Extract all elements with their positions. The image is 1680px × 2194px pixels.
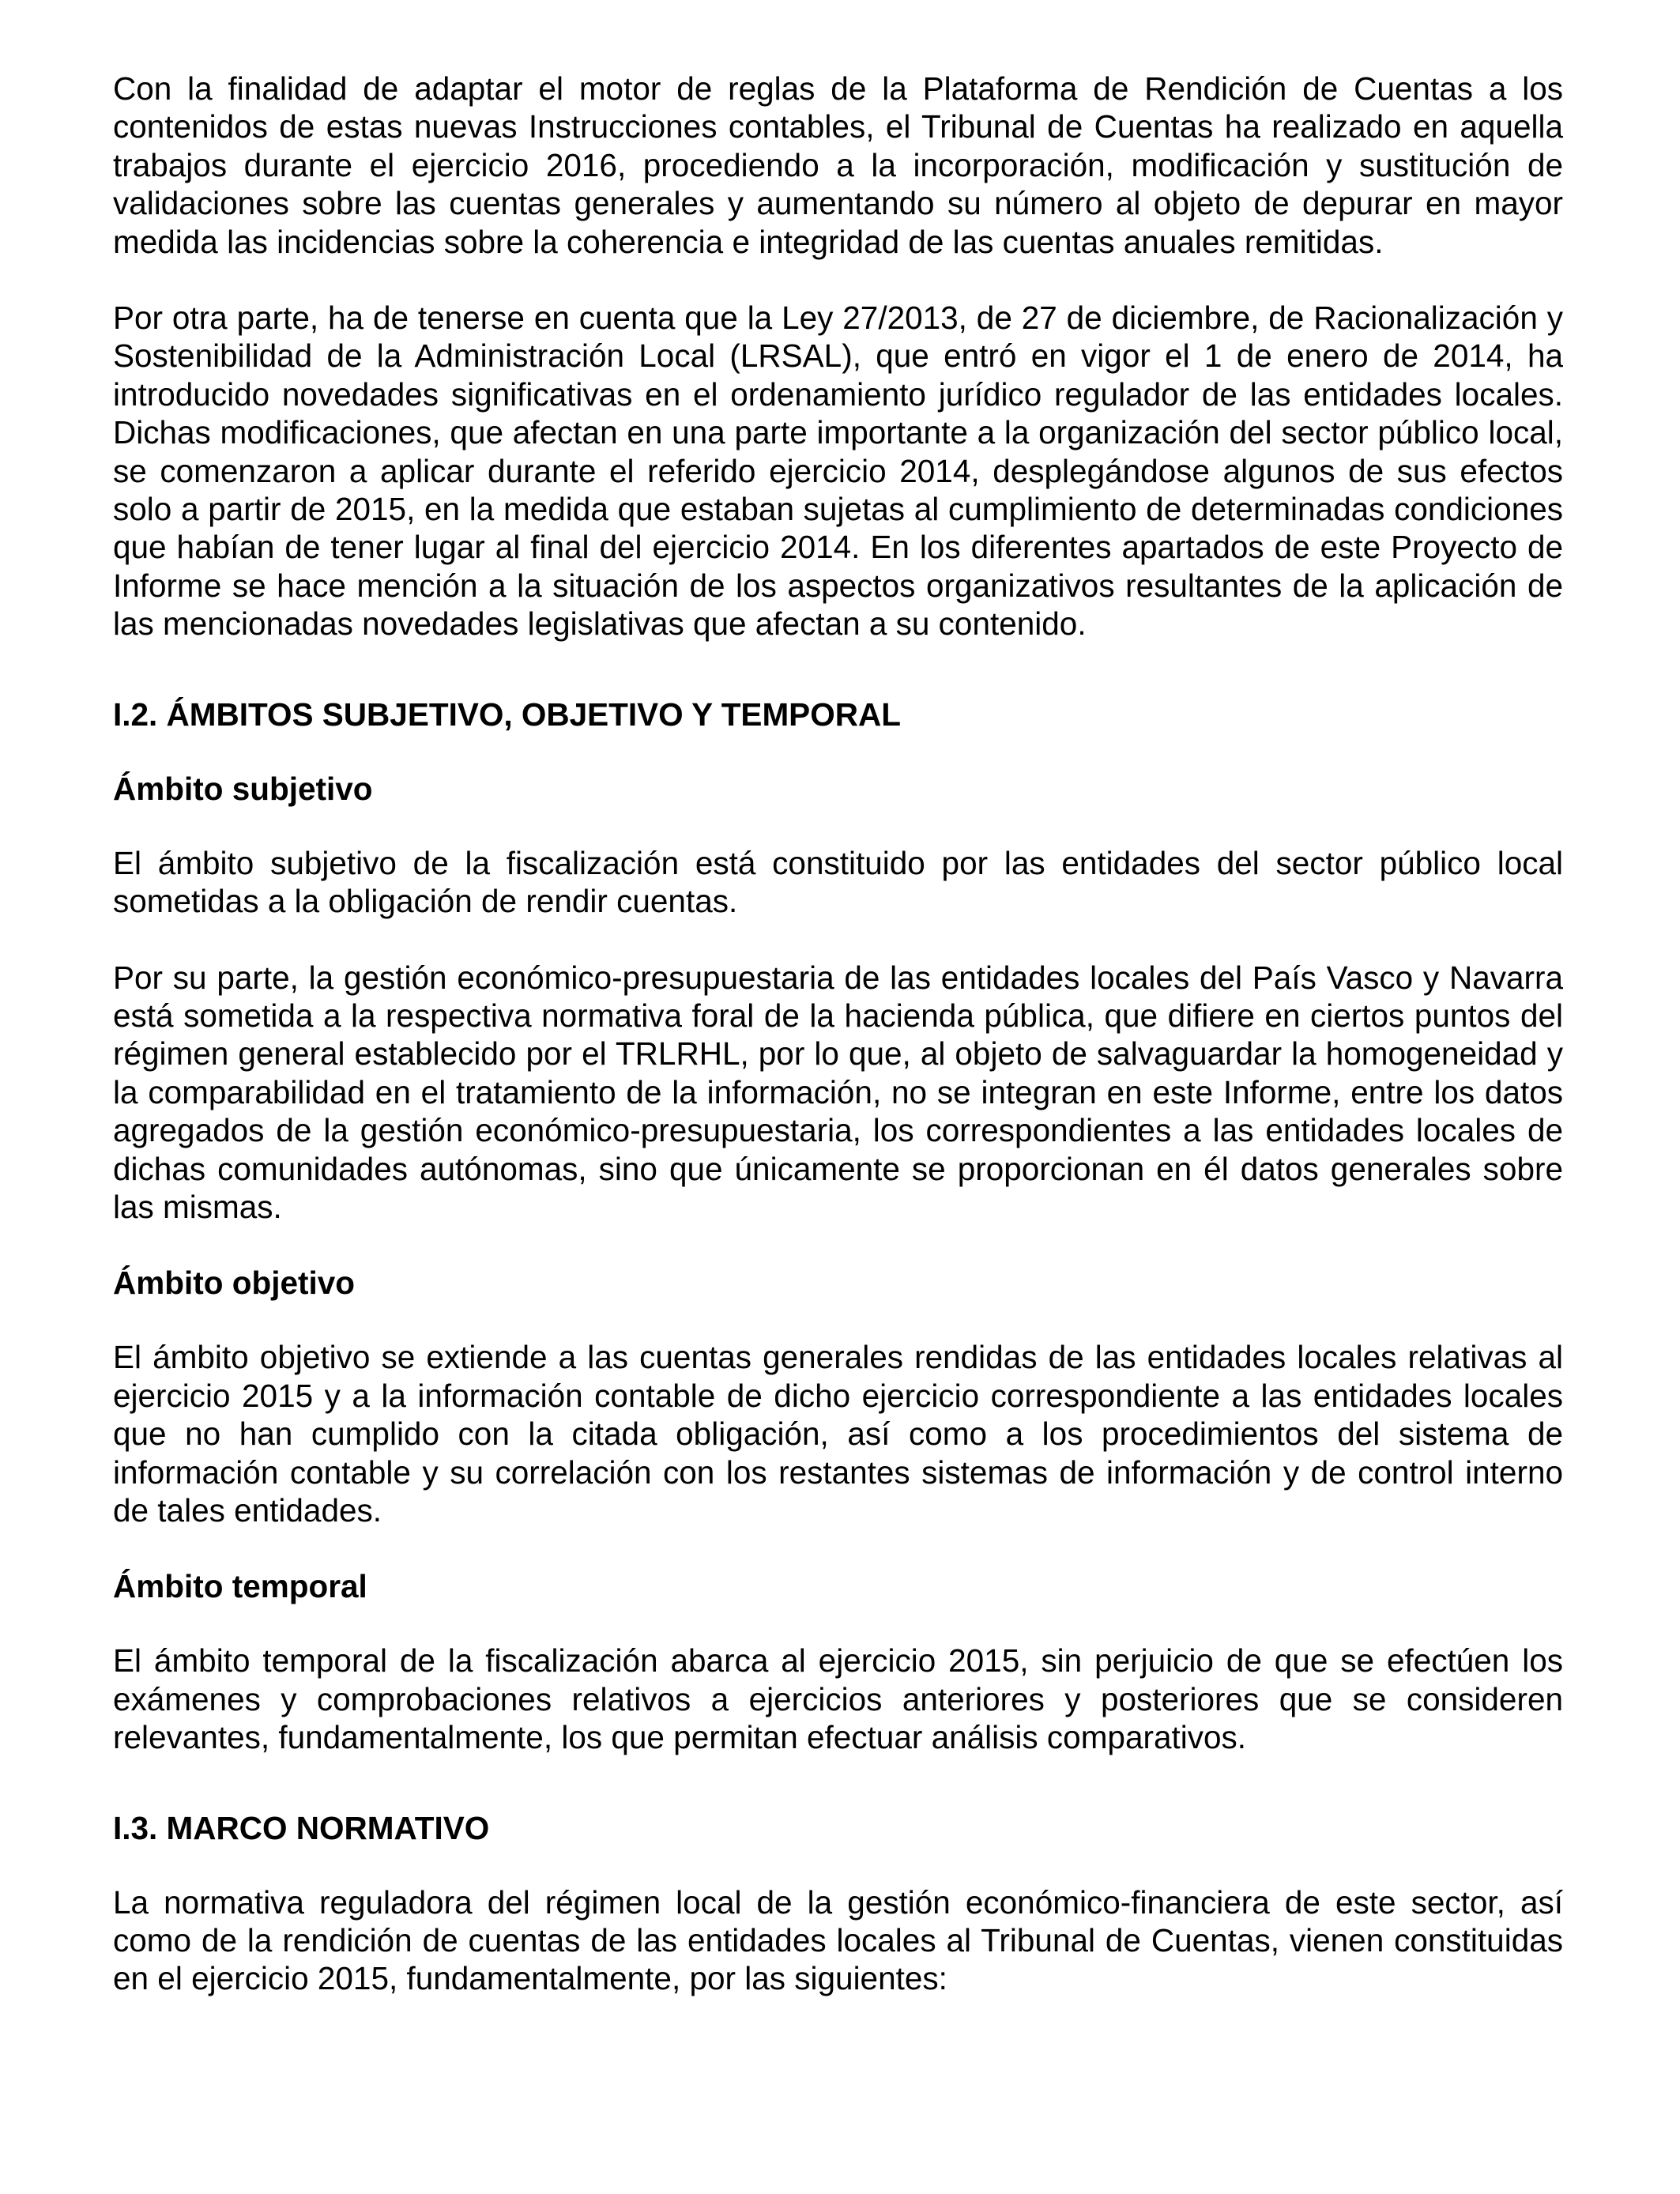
document-page xyxy=(113,70,1563,1998)
subheading-ambito-objetivo: Ámbito objetivo xyxy=(113,1265,355,1302)
ambito-objetivo-paragraph: El ámbito objetivo se extiende a las cuentas generales rendidas de las entidades locales relativas al ejercicio 2015 y a la información contable de dicho ejercicio correspondiente a las entidades locales que no han cumplido con la citada obligación, así como a los procedimientos del sistema de información contable y su correlación con los restantes sistemas de información y de control interno de tales entidades. xyxy=(113,1339,1563,1529)
marco-normativo-paragraph: La normativa reguladora del régimen local de la gestión económico-financiera de este sector, así como de la rendición de cuentas de las entidades locales al Tribunal de Cuentas, vienen constituidas en el ejercicio 2015, fundamentalmente, por las siguientes: xyxy=(113,1883,1563,1997)
ambito-subjetivo-paragraph-1: El ámbito subjetivo de la fiscalización está constituido por las entidades del sector público local sometidas a la obligación de rendir cuentas. xyxy=(113,844,1563,920)
section-heading-marco-normativo: I.3. MARCO NORMATIVO xyxy=(113,1809,490,1846)
section-heading-ambitos: I.2. ÁMBITOS SUBJETIVO, OBJETIVO Y TEMPORAL xyxy=(113,696,901,733)
subheading-ambito-temporal: Ámbito temporal xyxy=(113,1568,367,1605)
ambito-temporal-paragraph: El ámbito temporal de la fiscalización abarca al ejercicio 2015, sin perjuicio de que se efectúen los exámenes y comprobaciones relativos a ejercicios anteriores y posteriores que se consideren relevantes, fundamentalmente, los que permitan efectuar análisis comparativos. xyxy=(113,1642,1563,1756)
ambito-subjetivo-paragraph-2: Por su parte, la gestión económico-presupuestaria de las entidades locales del País Vasco y Navarra está sometida a la respectiva normativa foral de la hacienda pública, que difiere en ciertos puntos del régimen general establecido por el TRLRHL, por lo que, al objeto de salvaguardar la homogeneidad y la comparabilidad en el tratamiento de la información, no se integran en este Informe, entre los datos agregados de la gestión económico-presupuestaria, los correspondientes a las entidades locales de dichas comunidades autónomas, sino que únicamente se proporcionan en él datos generales sobre las mismas. xyxy=(113,959,1563,1225)
subheading-ambito-subjetivo: Ámbito subjetivo xyxy=(113,770,373,807)
intro-paragraph-2: Por otra parte, ha de tenerse en cuenta que la Ley 27/2013, de 27 de diciembre, de Racionalización y Sostenibilidad de la Administración Local (LRSAL), que entró en vigor el 1 de enero de 2014, ha introducido novedades significativas en el ordenamiento jurídico regulador de las entidades locales. Dichas modificaciones, que afectan en una parte importante a la organización del sector público local, se comenzaron a aplicar durante el referido ejercicio 2014, desplegándose algunos de sus efectos solo a partir de 2015, en la medida que estaban sujetas al cumplimiento de determinadas condiciones que habían de tener lugar al final del ejercicio 2014. En los diferentes apartados de este Proyecto de Informe se hace mención a la situación de los aspectos organizativos resultantes de la aplicación de las mencionadas novedades legislativas que afectan a su contenido. xyxy=(113,300,1563,643)
intro-paragraph-1: Con la finalidad de adaptar el motor de reglas de la Plataforma de Rendición de Cuentas a los contenidos de estas nuevas Instrucciones contables, el Tribunal de Cuentas ha realizado en aquella trabajos durante el ejercicio 2016, procediendo a la incorporación, modificación y sustitución de validaciones sobre las cuentas generales y aumentando su número al objeto de depurar en mayor medida las incidencias sobre la coherencia e integridad de las cuentas anuales remitidas. xyxy=(113,70,1563,260)
